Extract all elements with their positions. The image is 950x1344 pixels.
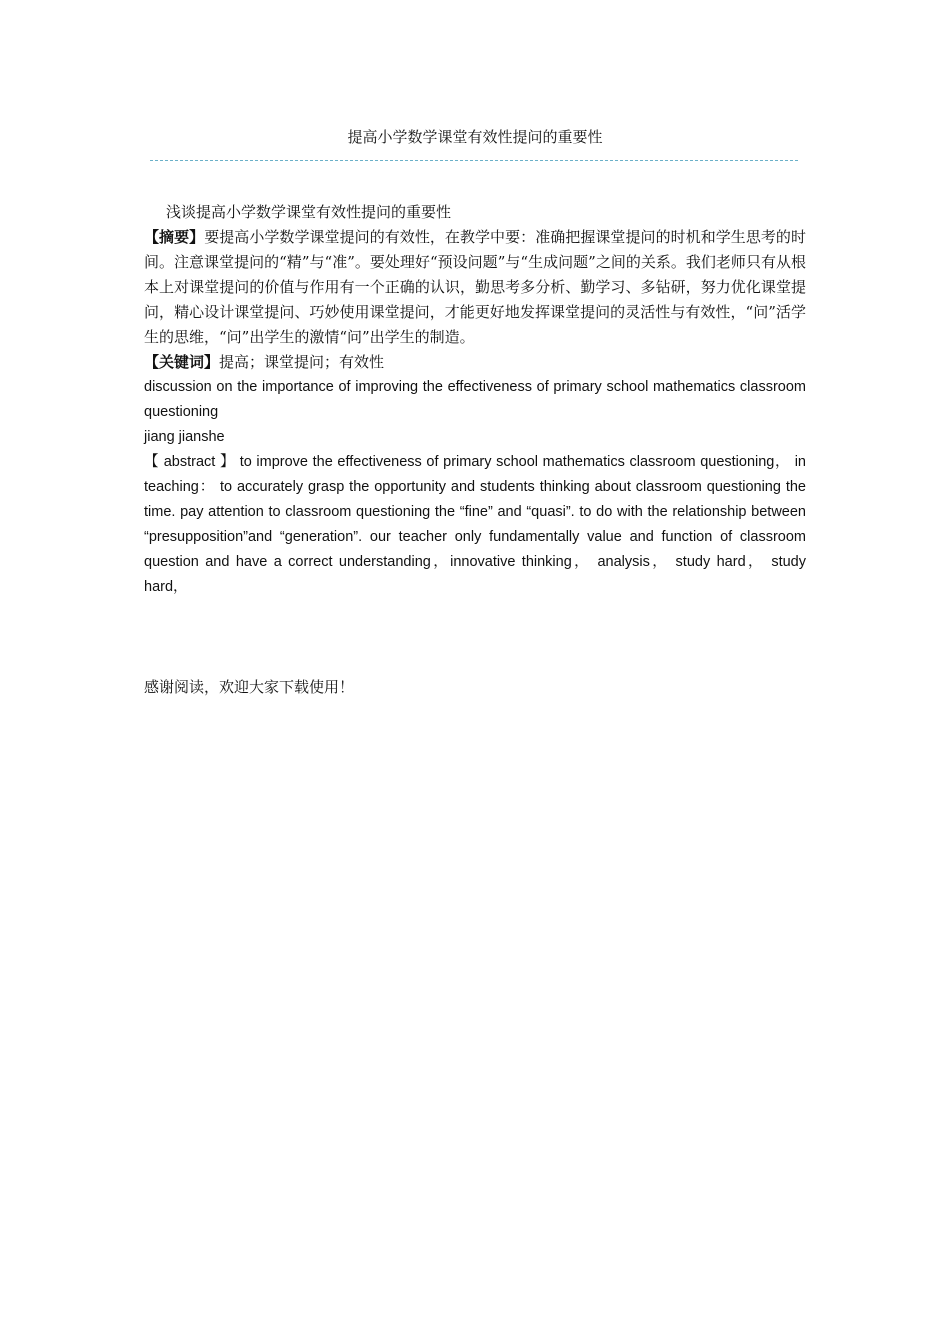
abstract-text: 要提高小学数学课堂提问的有效性，在教学中要：准确把握课堂提问的时机和学生思考的时间。注意课堂提问的“精”与“准”。要处理好“预设问题”与“生成问题”之间的关系。我们老师只有从根本上对课堂提问的价值与作用有一个正确的认识，勤思考多分析、勤学习、多钻研，努力优化课堂提问，精心设计课堂提问、巧妙使用课堂提问，才能更好地发挥课堂提问的灵活性与有效性，“问”活学生的思维，“问”出学生的激情“问”出学生的制造。 (144, 228, 806, 346)
english-abstract-label: 【 abstract 】 (144, 454, 236, 470)
title-divider (150, 160, 798, 161)
english-author: jiang jianshe (144, 429, 225, 445)
english-title: discussion on the importance of improving the effectiveness of primary school mathematics classroom questioning (144, 379, 806, 420)
document-body (144, 200, 806, 700)
english-abstract-paragraph (144, 450, 806, 600)
document-title: 提高小学数学课堂有效性提问的重要性 (347, 128, 603, 146)
blank-space (144, 600, 806, 675)
abstract-label: 【摘要】 (144, 228, 205, 246)
english-abstract-text: to improve the effectiveness of primary school mathematics classroom questioning， in teaching： to accurately grasp the opportunity and students thinking about classroom questioning the time. pay attention to classroom questioning the “fine” and “quasi”. to do with the relationship between “presupposition”and “generation”. our teacher only fundamentally value and function of classroom question and have a correct understanding，innovative thinking， analysis， study hard， study hard， (144, 454, 806, 595)
closing-note: 感谢阅读，欢迎大家下载使用！ (144, 678, 355, 696)
article-subtitle: 浅谈提高小学数学课堂有效性提问的重要性 (166, 203, 452, 221)
keywords-label: 【关键词】 (144, 353, 220, 371)
keywords-paragraph (144, 350, 806, 375)
keywords-text: 提高；课堂提问；有效性 (219, 353, 385, 371)
abstract-paragraph (144, 225, 806, 350)
